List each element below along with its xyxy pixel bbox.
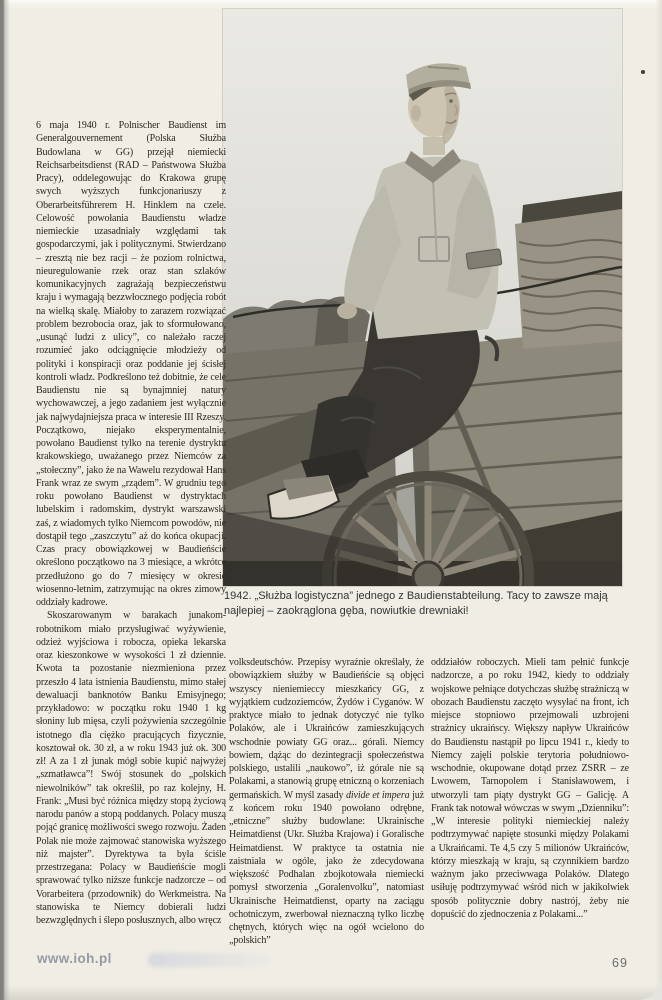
- page-number: 69: [612, 956, 628, 970]
- col2-text-before: volksdeutschów. Przepisy wyraźnie określały, że obowiązkiem służby w Baudieńście są objęci wszyscy nieniemieccy mieszkańcy GG, z wyjątkiem cudzoziemców, Żydów i Cyganów. W praktyce miało to jednak dotyczyć nie tylko Polaków, ale i Ukraińców zamieszkujących wschodnie powiaty GG oraz... górali. Niemcy bowiem, dążąc do dezintegracji społeczeństwa polskiego, ustalili „naukowo”, iż górale nie są Polakami, a stanowią grupę etniczną o korzeniach germańskich. W myśl zasady: [229, 657, 424, 801]
- paragraph-conditions: Skoszarowanym w barakach junakom-robotnikom miało przysługiwać wyżywienie, odzież wyjściowa i robocza, opieka lekarska oraz kieszonkowe w wysokości 1 zł dziennie. Kwota ta pozostanie niezmieniona przez przeszło 4 lata istnienia Baudienstu, mimo stałej dewaluacji banknotów Banku Emisyjnego; przykładowo: w początku roku 1940 1 kg słoniny lub mięsa, czyli pożywienia szczególnie istotnego dla ciężko pracujących fizycznie, kosztował ok. 30 zł, a w roku 1943 już ok. 300 zł! A za 1 zł junak mógł sobie kupić najwyżej „szmatławca”! Swój stosunek do „polskich niewolników” tak określił, po raz kolejny, H. Frank: „Musi być różnica między stopą życiową narodu panów a stopą poddanych. Polacy muszą pojąć granicę możliwości swego rozwoju. Żaden Polak nie może zajmować stanowiska wyższego niż majster”. Dyrektywa ta była ściśle przestrzegana: Polacy w Baudieńście mogli sprawować tylko niższe funkcje nadzorcze – od Vorarbeitera (przodownik) do Werkmeistra. Na stanowiska te Niemcy dobierali ludzi bezwzględnych i ślepo posłusznych, albo wręcz: [36, 610, 226, 926]
- page-edge-bottom: [0, 984, 662, 1000]
- latin-phrase-italic: divide et impera: [346, 789, 410, 801]
- watermark-ioh: www.ioh.pl: [37, 951, 112, 966]
- col2-text-after: już z końcem roku 1940 powołano odrębne, „etniczne” służby budowlane: Ukrainische Heimatdienst (Ukr. Służba Krajowa) i Goralische Heimatdienst. W praktyce ta ostatnia nie zaistniała w ogóle, jako że zdecydowana większość Podhalan zbojkotowała niemiecki pomysł stworzenia „Goralenvolku”, natomiast Ukrainische Heimatdienst, oparty na zaciągu ochotniczym, zwerbował nieznaczną tylko liczbę chętnych, których więc na ogół wcielono do „polskich”: [229, 789, 424, 947]
- photo-illustration: [223, 9, 622, 586]
- page-edge-right: [655, 0, 662, 1000]
- text-column-middle: [229, 656, 424, 948]
- paragraph-intro: 6 maja 1940 r. Polnischer Baudienst im Generalgouvernement (Polska Służba Budowlana w GG) przejął niemiecki Reichsarbeitsdienst (RAD – Państwowa Służba Pracy), oddelegowując do Krakowa grupę swych wyższych funkcjonariuszy z Oberarbeitsführerem H. Hinklem na czele. Celowość powołania Baudienstu władze niemieckie uzasadniały względami tak gospodarczymi, jak i politycznymi. Stwierdzano – zresztą nie bez racji – że poziom rolnictwa, nieuregulowanie rzek oraz stan szlaków komunikacyjnych zagrażają bezpieczeństwu kraju i wymagają bezzwłocznego podjęcia robót na wielką skalę. Miałoby to zarazem rozwiązać problem bezrobocia oraz, jak to sformułowano, „usunąć ludzi z ulicy”, co należało raczej rozumieć jako odciągnięcie młodzieży od polityki i konspiracji oraz poddanie jej ścisłej kontroli władz. Podkreślono też dobitnie, że cele Baudienstu nie są bynajmniej natury wychowawczej, a jego zadaniem jest wyłącznie jak najwydajniejsza praca w interesie III Rzeszy. Początkowo, niejako eksperymentalnie, powołano Baudienst tylko na terenie dystryktu krakowskiego, uważanego przez Niemców za „stołeczny”, jako że na Wawelu rezydował Hans Frank wraz ze swym „rządem”. W grudniu tego roku powołano Baudienst w dystryktach lubelskim i radomskim, dystrykt warszawski zaś, z wiadomych tylko Niemcom powodów, nie dostąpił tego „zaszczytu” aż do końca okupacji. Czas pracy obowiązkowej w Baudieńście określono początkowo na 3 miesiące, a wkrótce przedłużono go do 7 miesięcy w okresie wiosenno-letnim, zatrzymując na okres zimowy oddziały kadrowe.: [36, 120, 226, 608]
- photo-baudienst-cart: [223, 9, 622, 586]
- ink-speck: [641, 70, 645, 74]
- photo-caption: 1942. „Służba logistyczna” jednego z Baudienstabteilung. Tacy to zawsze mają najlepiej – zaokrąglona gęba, nowiutkie drewniaki!: [224, 590, 608, 617]
- show-through-blur: [148, 953, 278, 967]
- text-column-right: [431, 656, 629, 921]
- paragraph-ethnic-services: [229, 656, 424, 948]
- page-edge-top: [0, 0, 662, 9]
- page-edge-left: [0, 0, 10, 1000]
- text-column-left: [36, 119, 226, 927]
- paragraph-ukrainians: oddziałów roboczych. Mieli tam pełnić funkcje nadzorcze, a po roku 1942, kiedy to oddziały wojskowe pełniące dotychczas służbę strażniczą w obozach Baudienstu zaczęto wysyłać na front, ich miejsce stopniowo przejmowali uzbrojeni strażnicy ukraińscy. Większy napływ Ukraińców do Baudienstu nastąpił po lipcu 1941 r., kiedy to Niemcy zajęli polskie terytoria południowo-wschodnie, okupowane dotąd przez ZSRR – ze Lwowem, Tarnopolem i Stanisławowem, i utworzyli tam piąty dystrykt GG – Galicję. A Frank tak notował wówczas w swym „Dzienniku”: „W interesie polityki niemieckiej należy podtrzymywać napięte stosunki między Polakami a Ukraińcami. Te 4,5 czy 5 milionów Ukraińców, którzy mieszkają w kraju, są czynnikiem bardzo ważnym jako przeciwwaga Polaków. Dlatego usiłuję podtrzymywać wśród nich w jakikolwiek sposób politycznie dobry nastrój, żeby nie dopuścić do zjednoczenia z Polakami...”: [431, 657, 629, 920]
